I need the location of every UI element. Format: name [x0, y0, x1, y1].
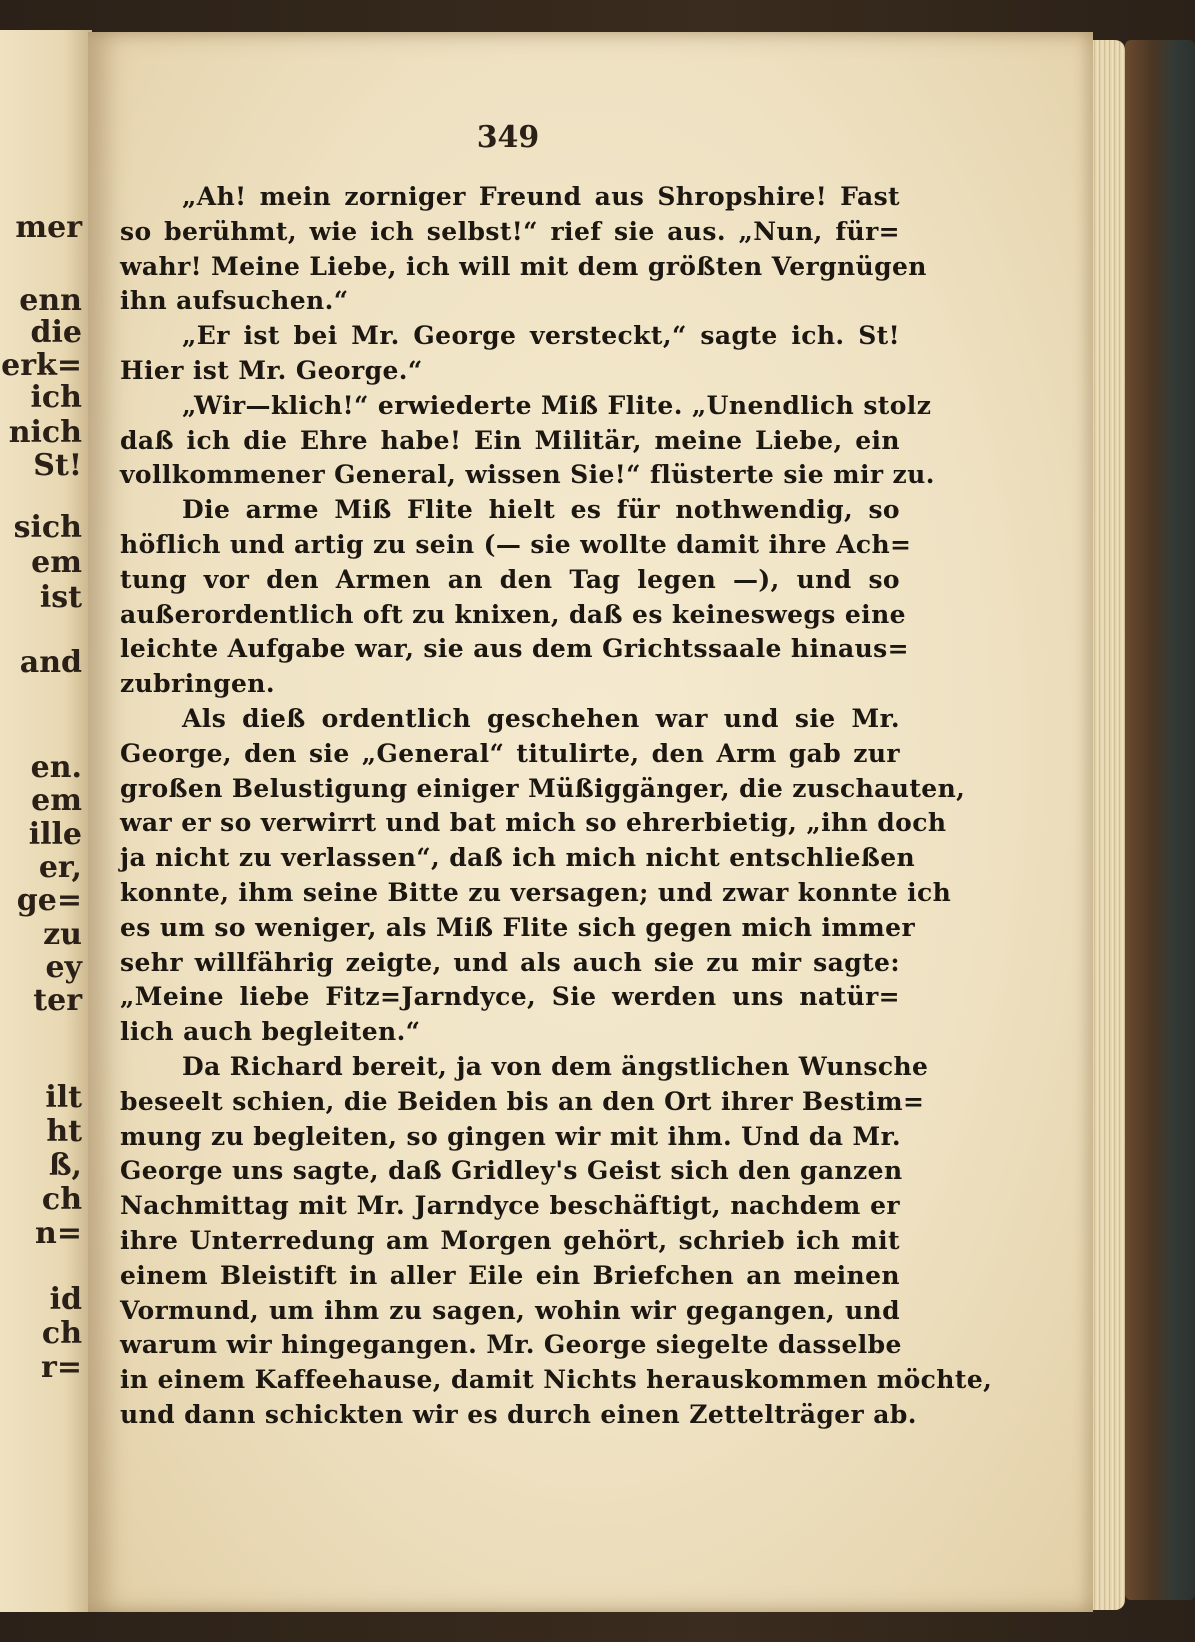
left-fragment: em — [31, 545, 82, 580]
text-line: Hier ist Mr. George.“ — [120, 355, 423, 385]
text-line: Die arme Miß Flite hielt es für nothwendig, so — [182, 495, 900, 525]
text-line: George uns sagte, daß Gridley's Geist sich den ganzen — [120, 1156, 903, 1186]
left-fragment: ht — [46, 1114, 82, 1149]
left-fragment: n= — [35, 1216, 82, 1251]
text-line: leichte Aufgabe war, sie aus dem Grichtssaale hinaus= — [120, 634, 909, 664]
text-line: höflich und artig zu sein (— sie wollte damit ihre Ach= — [120, 529, 912, 559]
text-line: ihre Unterredung am Morgen gehört, schrieb ich mit — [120, 1225, 900, 1255]
left-fragment: ille — [28, 817, 82, 852]
left-fragment: id — [49, 1282, 82, 1317]
left-fragment: ich — [30, 380, 82, 415]
text-line: vollkommener General, wissen Sie!“ flüsterte sie mir zu. — [120, 460, 935, 490]
left-fragment: enn — [19, 283, 82, 318]
page-number: 349 — [476, 120, 540, 155]
text-line: außerordentlich oft zu knixen, daß es keineswegs eine — [120, 599, 906, 629]
left-fragment: ge= — [16, 883, 82, 918]
text-line: George, den sie „General“ titulirte, den Arm gab zur — [120, 738, 900, 768]
left-fragment: zu — [43, 917, 82, 952]
text-line: es um so weniger, als Miß Flite sich gegen mich immer — [120, 912, 916, 942]
left-page-margin — [0, 30, 92, 1612]
text-line: mung zu begleiten, so gingen wir mit ihm. Und da Mr. — [120, 1121, 901, 1151]
text-line: warum wir hingegangen. Mr. George siegelte dasselbe — [120, 1330, 902, 1360]
text-line: „Wir—klich!“ erwiederte Miß Flite. „Unendlich stolz — [182, 390, 932, 420]
left-fragment: erk= — [1, 348, 82, 383]
text-line: Nachmittag mit Mr. Jarndyce beschäftigt, nachdem er — [120, 1191, 900, 1221]
text-line: ja nicht zu verlassen“, daß ich mich nicht entschließen — [120, 843, 916, 873]
left-fragment: r= — [41, 1350, 82, 1385]
left-fragment: and — [19, 645, 82, 680]
left-fragment: mer — [15, 210, 82, 245]
left-fragment: sich — [13, 510, 82, 545]
text-line: wahr! Meine Liebe, ich will mit dem größten Vergnügen — [120, 251, 927, 281]
text-line: lich auch begleiten.“ — [120, 1017, 421, 1047]
text-line: in einem Kaffeehause, damit Nichts herauskommen möchte, — [120, 1365, 993, 1395]
book-page — [88, 32, 1093, 1612]
text-line: „Er ist bei Mr. George versteckt,“ sagte ich. St! — [182, 321, 900, 351]
left-fragment: er, — [38, 850, 82, 885]
text-line: konnte, ihm seine Bitte zu versagen; und zwar konnte ich — [120, 877, 952, 907]
text-line: „Ah! mein zorniger Freund aus Shropshire! Fast — [182, 182, 900, 211]
left-fragment: en. — [30, 750, 82, 785]
left-fragment: ch — [41, 1316, 82, 1351]
left-fragment: St! — [33, 448, 82, 483]
left-fragment: die — [30, 315, 82, 350]
text-line: Als dieß ordentlich geschehen war und sie Mr. — [182, 703, 900, 733]
text-line: Da Richard bereit, ja von dem ängstlichen Wunsche — [182, 1051, 929, 1081]
text-line: so berühmt, wie ich selbst!“ rief sie aus. „Nun, für= — [120, 216, 900, 246]
left-fragment: nich — [8, 415, 82, 450]
text-line: ihn aufsuchen.“ — [120, 286, 349, 316]
text-line: tung vor den Armen an den Tag legen —), und so — [120, 564, 900, 594]
book-cover-edge — [1125, 40, 1195, 1600]
left-fragment: ey — [45, 950, 82, 985]
left-fragment: ilt — [45, 1080, 82, 1115]
text-line: „Meine liebe Fitz=Jarndyce, Sie werden uns natür= — [120, 982, 900, 1012]
body-text — [120, 180, 993, 1433]
text-line: sehr willfährig zeigte, und als auch sie zu mir sagte: — [120, 947, 900, 977]
left-fragment: em — [31, 783, 82, 818]
left-fragment: ter — [33, 983, 82, 1018]
text-line: war er so verwirrt und bat mich so ehrerbietig, „ihn doch — [120, 808, 947, 838]
text-line: und dann schickten wir es durch einen Zettelträger ab. — [120, 1399, 917, 1429]
text-line: einem Bleistift in aller Eile ein Briefchen an meinen — [120, 1260, 900, 1290]
left-fragment: ß, — [48, 1148, 82, 1183]
left-fragment: ist — [39, 580, 82, 615]
text-line: daß ich die Ehre habe! Ein Militär, meine Liebe, ein — [120, 425, 900, 455]
text-line: Vormund, um ihm zu sagen, wohin wir gegangen, und — [120, 1295, 900, 1325]
text-line: zubringen. — [120, 669, 275, 699]
left-fragment: ch — [41, 1182, 82, 1217]
text-line: beseelt schien, die Beiden bis an den Ort ihrer Bestim= — [120, 1086, 925, 1116]
text-line: großen Belustigung einiger Müßiggänger, die zuschauten, — [120, 773, 966, 803]
